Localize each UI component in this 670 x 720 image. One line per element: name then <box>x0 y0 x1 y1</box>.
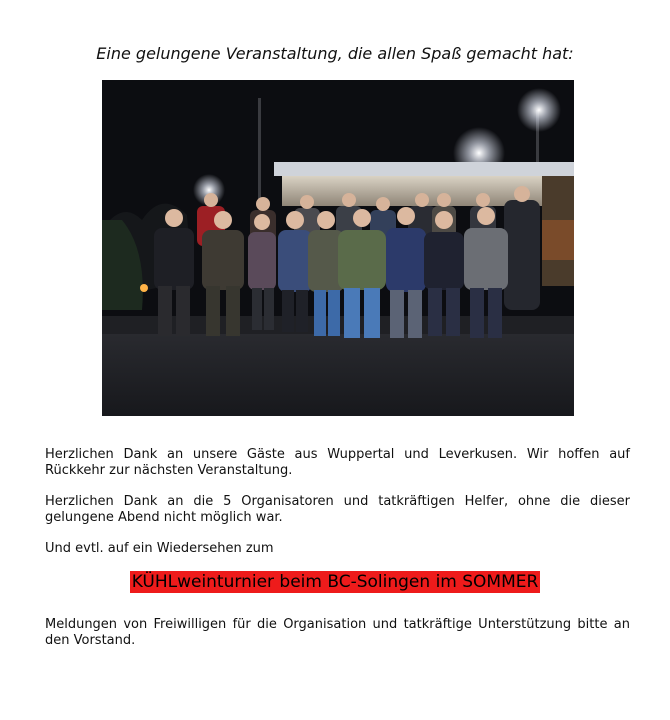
see-you-paragraph: Und evtl. auf ein Wiedersehen zum <box>45 541 274 556</box>
group-photo-illustration <box>102 80 574 416</box>
event-banner: KÜHLweinturnier beim BC-Solingen im SOMMER <box>131 572 539 592</box>
group-photo <box>102 80 574 416</box>
volunteers-paragraph: Meldungen von Freiwilligen für die Organisation und tatkräftige Unterstützung bitte an den Vorstand. <box>45 617 630 648</box>
page-heading: Eine gelungene Veranstaltung, die allen Spaß gemacht hat: <box>96 44 574 63</box>
thanks-guests-paragraph: Herzlichen Dank an unsere Gäste aus Wuppertal und Leverkusen. Wir hoffen auf Rückkehr zur nächsten Veranstaltung. <box>45 447 630 478</box>
thanks-organizers-paragraph: Herzlichen Dank an die 5 Organisatoren und tatkräftigen Helfer, ohne die dieser gelungene Abend nicht möglich war. <box>45 494 630 525</box>
event-banner-container <box>0 571 670 593</box>
